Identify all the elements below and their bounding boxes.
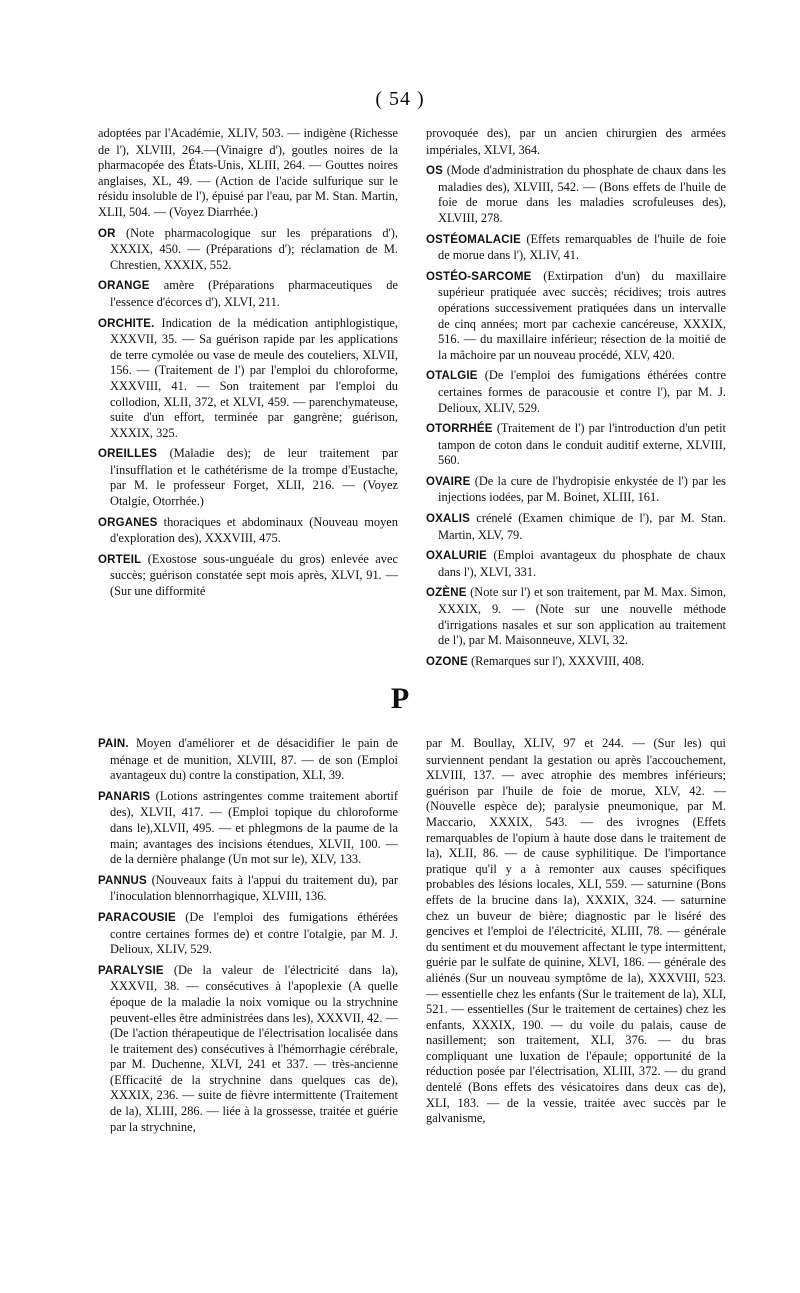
entry: OREILLES (Maladie des); de leur traitement par l'insufflation et le cathétérisme de la trompe d'Eustache, par M. le professeur Forget, XLII, 216. — (Voyez Otalgie, Otorrhée.) — [98, 446, 398, 509]
entry: OR (Note pharmacologique sur les préparations d'), XXXIX, 450. — (Préparations d'); réclamation de M. Chrestien, XXXIX, 552. — [98, 225, 398, 272]
entry: ORCHITE. Indication de la médication antiphlogistique, XXXVII, 35. — Sa guérison rapide par les applications de terre cymolée ou vase de meule des couteliers, XLVII, 156. — (Traitement de l') par l'emploi du chloroforme, XXXVIII, 41. — Son traitement par l'emploi du collodion, XLII, 372, et XLVI, 459. — parenchymateuse, suite d'un effort, terminée par gangrène; guérison, XXXIX, 325. — [98, 315, 398, 440]
entry: ORANGE amère (Préparations pharmaceutiques de l'essence d'écorces d'), XLVI, 211. — [98, 278, 398, 309]
entry: OZÈNE (Note sur l') et son traitement, par M. Max. Simon, XXXIX, 9. — (Note sur une nouvelle méthode d'irrigations nasales et sur son application au traitement de l'), par M. Maisonneuve, XLVI, 32. — [426, 585, 726, 648]
entry: ORTEIL (Exostose sous-unguéale du gros) enlevée avec succès; guérison constatée sept mois après, XLVI, 91. — (Sur une difformité — [98, 551, 398, 599]
entry: provoquée des), par un ancien chirurgien des armées impériales, XLVI, 364. — [426, 126, 726, 157]
entry: OXALURIE (Emploi avantageux du phosphate de chaux dans l'), XLVI, 331. — [426, 548, 726, 579]
entry: PARALYSIE (De la valeur de l'électricité dans la), XXXVII, 38. — consécutives à l'apoplexie (A quelle époque de la maladie la noix vomique ou la strychnine peuvent-elles être administrées dans les), XXXVII, 42. — (De l'action thérapeutique de l'électrisation localisée dans le traitement des) consécutives à l'hémorrhagie cérébrale, par M. Duchenne, XLVI, 241 et 337. — très-ancienne (Efficacité de la strychnine dans quelques cas de), XXXIX, 236. — suite de fièvre intermittente (Traitement de la), XLIII, 286. — liée à la grossesse, traitée et guérie par la strychnine, — [98, 962, 398, 1134]
entry: OTALGIE (De l'emploi des fumigations éthérées contre certaines formes de paracousie et contre l'), par M. J. Delioux, XLIV, 529. — [426, 368, 726, 415]
column-bottom-right — [426, 736, 726, 1132]
entry: PARACOUSIE (De l'emploi des fumigations éthérées contre certaines formes de) et contre l'otalgie, par M. J. Delioux, XLIV, 529. — [98, 909, 398, 957]
entry: OTORRHÉE (Traitement de l') par l'introduction d'un petit tampon de coton dans le conduit auditif externe, XLVIII, 560. — [426, 421, 726, 468]
column-top-right — [426, 126, 726, 675]
entry: par M. Boullay, XLIV, 97 et 244. — (Sur les) qui surviennent pendant la gestation ou après l'accouchement, XLVIII, 137. — avec atrophie des membres inférieurs; guérison par l'huile de foie de morue, XLV, 42. — (Nouvelle espèce de); paralysie pneumonique, par M. Maccario, XXXIX, 543. — des ivrognes (Effets remarquables de l'opium à haute dose dans le traitement de la), XLII, 86. — de cause syphilitique. De l'importance pratique qu'il y a à remonter aux causes spécifiques probables des lésions locales, XLI, 559. — saturnine (Bons effets de la brucine dans la), XXXIX, 324. — saturnine chez un buveur de bière; diagnostic par le liséré des gencives et l'emploi de l'électricité, XLIII, 78. — générale du sentiment et du mouvement affectant le type intermittent, guérie par le sulfate de quinine, XLVI, 186. — générale des aliénés (Sur un nouveau symptôme de la), XXXVIII, 523. — essentielle chez les enfants (Sur le traitement de la), XLI, 521. — essentielles (Sur le traitement de certaines) chez les enfants, XXXIX, 190. — du voile du palais, cause de nasillement; son traitement, XLI, 376. — du bras compliquant une luxation de l'épaule; opportunité de la réduction posée par l'électrisation, XLIII, 372. — du grand dentelé (Bons effets des vésicatoires dans deux cas de), XLI, 183. — de la vessie, traitée avec succès par le galvanisme, — [426, 736, 726, 1126]
entry: OXALIS crénelé (Examen chimique de l'), par M. Stan. Martin, XLV, 79. — [426, 511, 726, 542]
column-bottom-left — [98, 736, 398, 1140]
entry: OVAIRE (De la cure de l'hydropisie enkystée de l') par les injections iodées, par M. Boinet, XLIII, 161. — [426, 473, 726, 505]
entry: OSTÉOMALACIE (Effets remarquables de l'huile de foie de morue dans l'), XLIV, 41. — [426, 231, 726, 263]
column-top-left — [98, 126, 398, 605]
entry: PAIN. Moyen d'améliorer et de désacidifier le pain de ménage et de munition, XLVIII, 87. — de son (Emploi avantageux du) contre la constipation, XLI, 39. — [98, 736, 398, 783]
entry: OS (Mode d'administration du phosphate de chaux dans les maladies des), XLVIII, 542. — (Bons effets de l'huile de foie de morue dans les maladies scrofuleuses des), XLVIII, 278. — [426, 163, 726, 225]
entry: OZONE (Remarques sur l'), XXXVIII, 408. — [426, 653, 645, 668]
entry: adoptées par l'Académie, XLIV, 503. — indigène (Richesse de l'), XLVIII, 264.—(Vinaigre d'), goutles noires de la pharmacopée des États-Unis, XLIII, 264. — Gouttes noires anglaises, XL, 49. — (Action de l'acide sulfurique sur le résidu insoluble de l'), épuisé par l'eau, par M. Stan. Martin, XLII, 504. — (Voyez Diarrhée.) — [98, 126, 398, 219]
page-number: ( 54 ) — [375, 88, 425, 110]
entry: PANNUS (Nouveaux faits à l'appui du traitement du), par l'inoculation blennorrhagique, XLVIII, 136. — [98, 872, 398, 904]
entry: OSTÉO-SARCOME (Extirpation d'un) du maxillaire supérieur pratiquée avec succès; récidives; trois autres opérations successivement pratiquées dans un intervalle de cinq années; mort par cachexie cancéreuse, XXXIX, 516. — du maxillaire inférieur; résection de la moitié de la mâchoire par un nouveau procédé, XLV, 420. — [426, 268, 726, 362]
section-letter: P — [390, 682, 410, 715]
entry: PANARIS (Lotions astringentes comme traitement abortif des), XLVII, 417. — (Emploi topique du chloroforme dans le),XLVII, 495. — et phlegmons de la paume de la main; avantages des incisions étendues, XLVII, 100. — de la dernière phalange (Un mot sur le), XLV, 133. — [98, 788, 398, 867]
entry: ORGANES thoraciques et abdominaux (Nouveau moyen d'exploration des), XXXVIII, 475. — [98, 514, 398, 546]
